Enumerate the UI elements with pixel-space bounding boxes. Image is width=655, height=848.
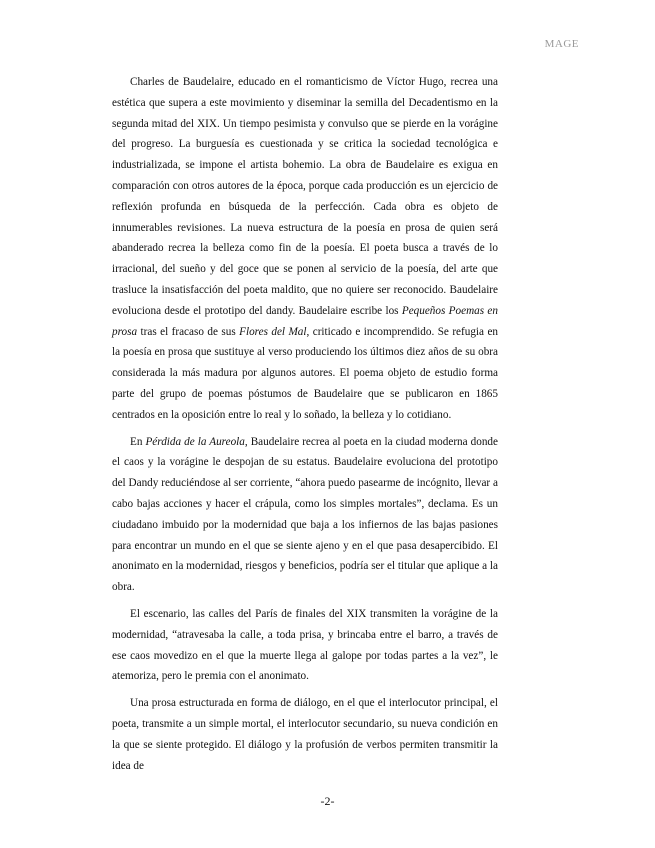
paragraph-2 — [112, 432, 498, 598]
title-perdida-aureola: Pérdida de la Aureola — [145, 435, 245, 448]
paragraph-3: El escenario, las calles del París de finales del XIX transmiten la vorágine de la modernidad, “atravesaba la calle, a toda prisa, y brincaba entre el barro, a través de ese caos movedizo en el que la muerte llega al galope por todas partes a la vez”, le atemoriza, pero le premia con el anonimato. — [112, 607, 498, 683]
paragraph-1 — [112, 72, 498, 426]
page-number: -2- — [320, 794, 335, 808]
title-pequenos-poemas: Pequeños Poemas en prosa — [112, 304, 498, 338]
paragraph-4: Una prosa estructurada en forma de diálogo, en el que el interlocutor principal, el poeta, transmite a un simple mortal, el interlocutor secundario, su nueva condición en la que se siente protegido. El diálogo y la profusión de verbos permiten transmitir la idea de — [112, 697, 498, 772]
paragraph-1-text-a: Charles de Baudelaire, educado en el romanticismo de Víctor Hugo, recrea una estética que supera a este movimiento y diseminar la semilla del Decadentismo en la segunda mitad del XIX. Un tiempo pesimista y convulso que se pierde en la vorágine del progreso. La burguesía es cuestionada y se critica la sociedad tecnológica e industrializada, se impone el artista bohemio. La obra de Baudelaire es exigua en comparación con otros autores de la época, porque cada producción es un ejercicio de reflexión profunda en búsqueda de la perfección. Cada obra es objeto de innumerables revisiones. La nueva estructura de la poesía en prosa de quien será abanderado recrea la belleza como fin de la poesía. El poeta busca a través de lo irracional, del sueño y del goce que se ponen al servicio de la poesía, del arte que traslucе la insatisfacción del poeta maldito, que no quiere ser reconocido. Baudelaire evoluciona desde el prototipo del dandy. Baudelaire escribe los — [112, 76, 498, 317]
paragraph-2-text-c: , Baudelaire recrea al poeta en la ciudad moderna donde el caos y la vorágine le despojan de su estatus. Baudelaire evoluciona del prototipo del Dandy reduciéndose al ser corriente, “ahora puedo pasearme de incógnito, llevar a cabo bajas acciones y hacer el crápula, como los simples mortales”, declama. Es un ciudadano imbuido por la modernidad que baja a los infiernos de las bajas pasiones para encontrar un mundo en el que se siente ajeno y en el que pasa desapercibido. El anonimato en la modernidad, riesgos y beneficios, podría ser el titular que aplique a la obra. — [112, 435, 498, 594]
header-mark: MAGE — [544, 38, 579, 50]
paragraph-1-text-e: , criticado e incomprendido. Se refugia en la poesía en prosa que sustituye al verso produciendo los últimos diez años de su obra considerada la más madura por algunos autores. El poema objeto de estudio forma parte del grupo de poemas póstumos de Baudelaire que se publicaron en 1865 centrados en la oposición entre lo real y lo soñado, la belleza y lo cotidiano. — [112, 325, 499, 421]
paragraph-1-text-c: tras el fracaso de sus — [137, 325, 240, 338]
title-flores-del-mal: Flores del Mal — [239, 325, 307, 338]
document-body — [112, 72, 498, 782]
paragraph-2-text-a: En — [130, 435, 146, 448]
